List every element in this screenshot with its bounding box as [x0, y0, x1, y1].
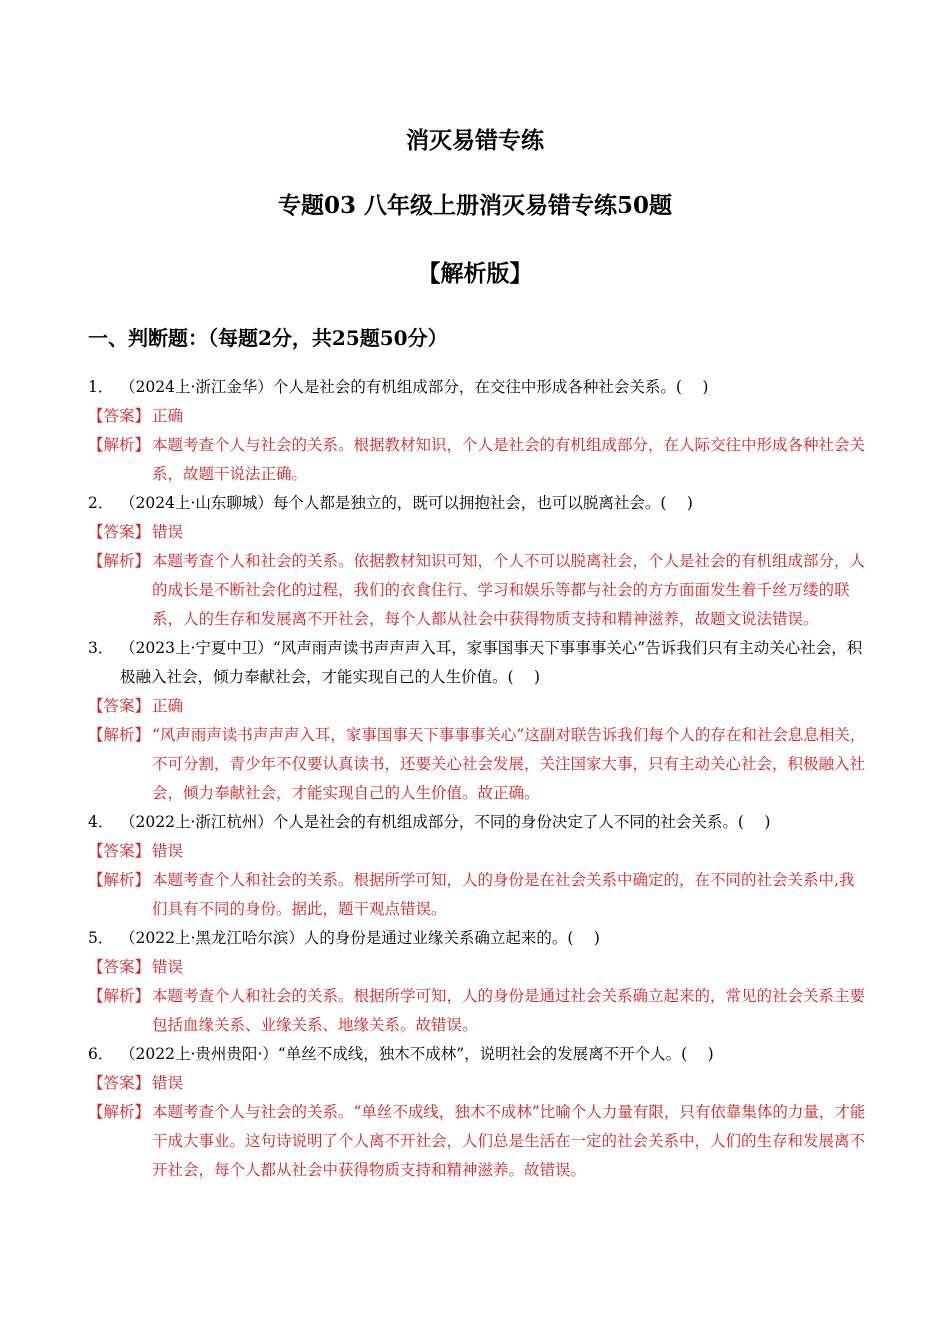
answer-line	[88, 402, 868, 431]
answer-text: 正确	[152, 697, 184, 715]
question-text: （2022上·黑龙江哈尔滨）人的身份是通过业缘关系确立起来的。( )	[120, 929, 600, 947]
answer-label: 【答案】	[88, 1074, 151, 1092]
document-subtitle: 专题03 八年级上册消灭易错专练50题	[277, 192, 673, 219]
analysis-text: 本题考查个人和社会的关系。依据教材知识可知，个人不可以脱离社会，个人是社会的有机组成部分，人的成长是不断社会化的过程，我们的衣食住行、学习和娱乐等都与社会的方方面面发生着千丝万缕的联系，人的生存和发展离不开社会，每个人都从社会中获得物质支持和精神滋养，故题文说法错误。	[152, 552, 866, 628]
analysis-text: 本题考查个人与社会的关系。“单丝不成线，独木不成林”比喻个人力量有限，只有依靠集体的力量，才能干成大事业。这句诗说明了个人离不开社会，人们总是生活在一定的社会关系中，人们的生存和发展离不开社会，每个人都从社会中获得物质支持和精神滋养。故错误。	[152, 1103, 866, 1179]
answer-label: 【答案】	[88, 407, 151, 425]
question-number: 4．	[88, 813, 114, 831]
analysis-label: 【解析】	[88, 987, 151, 1005]
question-line	[88, 489, 868, 518]
analysis-text: 本题考查个人和社会的关系。根据所学可知，人的身份是在社会关系中确定的，在不同的社会关系中,我们具有不同的身份。据此，题干观点错误。	[152, 871, 855, 918]
question-text: （2024上·浙江金华）个人是社会的有机组成部分，在交往中形成各种社会关系。( )	[120, 378, 709, 396]
question-number: 1．	[88, 378, 114, 396]
question-number: 3．	[88, 639, 114, 657]
question-item	[88, 924, 868, 1040]
document-title: 消灭易错专练	[406, 127, 544, 154]
answer-line	[88, 692, 868, 721]
analysis-text: 本题考查个人和社会的关系。根据所学可知，人的身份是通过社会关系确立起来的，常见的社会关系主要包括血缘关系、业缘关系、地缘关系。故错误。	[152, 987, 866, 1034]
analysis-line	[88, 1098, 868, 1185]
question-number: 6．	[88, 1045, 114, 1063]
answer-line	[88, 1069, 868, 1098]
analysis-line	[88, 431, 868, 489]
answer-label: 【答案】	[88, 958, 151, 976]
question-item	[88, 808, 868, 924]
analysis-text: 本题考查个人与社会的关系。根据教材知识，个人是社会的有机组成部分，在人际交往中形成各种社会关系，故题干说法正确。	[152, 436, 866, 483]
analysis-line	[88, 547, 868, 634]
document-version: 【解析版】	[417, 260, 533, 287]
question-line	[88, 634, 868, 692]
answer-line	[88, 953, 868, 982]
question-line	[88, 1040, 868, 1069]
question-item	[88, 1040, 868, 1185]
question-number: 2．	[88, 494, 114, 512]
answer-line	[88, 837, 868, 866]
analysis-line	[88, 721, 868, 808]
question-text: （2022上·浙江杭州）个人是社会的有机组成部分，不同的身份决定了人不同的社会关系。( )	[120, 813, 771, 831]
question-text: （2024上·山东聊城）每个人都是独立的，既可以拥抱社会，也可以脱离社会。( )	[120, 494, 693, 512]
analysis-label: 【解析】	[88, 726, 151, 744]
answer-text: 错误	[152, 958, 184, 976]
question-list	[88, 373, 868, 1185]
answer-label: 【答案】	[88, 842, 151, 860]
question-item	[88, 489, 868, 634]
question-item	[88, 373, 868, 489]
answer-text: 错误	[152, 842, 184, 860]
analysis-line	[88, 866, 868, 924]
question-number: 5．	[88, 929, 114, 947]
question-item	[88, 634, 868, 808]
analysis-label: 【解析】	[88, 552, 151, 570]
answer-text: 错误	[152, 523, 184, 541]
answer-text: 错误	[152, 1074, 184, 1092]
question-line	[88, 373, 868, 402]
answer-label: 【答案】	[88, 523, 151, 541]
question-line	[88, 924, 868, 953]
analysis-label: 【解析】	[88, 871, 151, 889]
answer-text: 正确	[152, 407, 184, 425]
analysis-line	[88, 982, 868, 1040]
answer-line	[88, 518, 868, 547]
analysis-label: 【解析】	[88, 1103, 151, 1121]
question-text: （2023上·宁夏中卫）“风声雨声读书声声声入耳，家事国事天下事事事关心”告诉我们只有主动关心社会，积极融入社会，倾力奉献社会，才能实现自己的人生价值。( )	[120, 639, 863, 686]
analysis-label: 【解析】	[88, 436, 151, 454]
section-heading: 一、判断题：（每题2分，共25题50分）	[88, 326, 448, 350]
question-line	[88, 808, 868, 837]
question-text: （2022上·贵州贵阳·）“单丝不成线，独木不成林”，说明社会的发展离不开个人。( )	[120, 1045, 714, 1063]
analysis-text: “风声雨声读书声声声入耳，家事国事天下事事事关心”这副对联告诉我们每个人的存在和社会息息相关，不可分割，青少年不仅要认真读书，还要关心社会发展，关注国家大事，只有主动关心社会，积极融入社会，倾力奉献社会，才能实现自己的人生价值。故正确。	[152, 726, 866, 802]
answer-label: 【答案】	[88, 697, 151, 715]
